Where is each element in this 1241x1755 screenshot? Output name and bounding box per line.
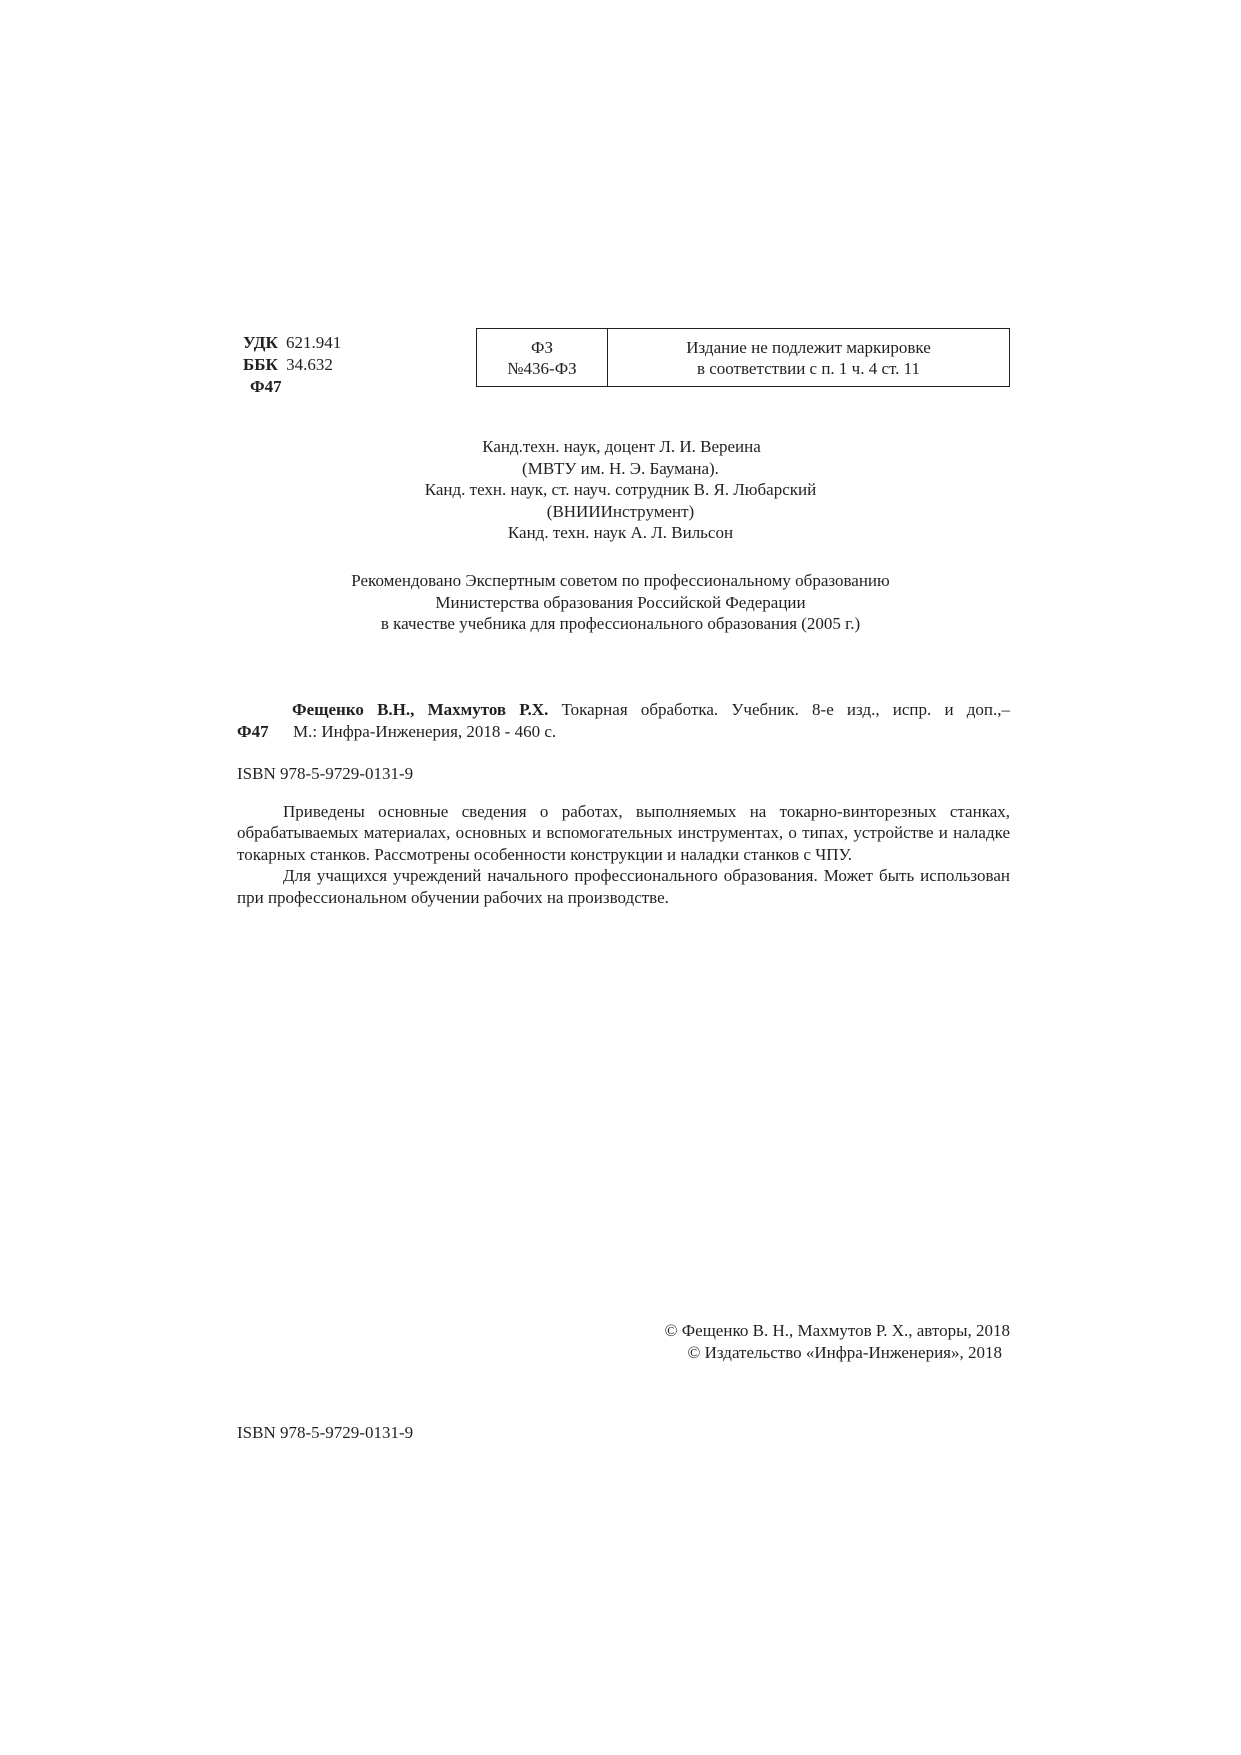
reviewer-line: Канд.техн. наук, доцент Л. И. Вереина [482,437,761,456]
reviewer-line: Канд. техн. наук А. Л. Вильсон [507,523,734,542]
author-code: Ф47 [250,377,282,396]
recommendation-line: в качестве учебника для профессионального образования (2005 г.) [380,614,861,633]
fz-note-cell [608,329,1009,386]
recommendation-block [0,570,1241,635]
classification-block [243,332,341,398]
copyright-authors: © Фещенко В. Н., Махмутов Р. Х., авторы, 2018 [664,1321,1010,1340]
udk-line [243,332,341,354]
reviewer-line: (ВНИИИнструмент) [546,501,695,521]
biblio-title-line [237,699,1010,721]
isbn-top: ISBN 978-5-9729-0131-9 [237,764,414,783]
fz-law-line2: №436-ФЗ [507,358,577,378]
bbk-value: 34.632 [286,355,333,374]
annotation-block [237,801,1010,908]
reviewer-line: (МВТУ им. Н. Э. Баумана). [522,458,719,478]
fz-law-line1: ФЗ [531,337,553,357]
copyright-publisher: © Издательство «Инфра-Инженерия», 2018 [687,1342,1002,1362]
biblio-publisher-row [237,721,1010,743]
author-code-line [243,376,341,398]
fz-note-line1: Издание не подлежит маркировке [686,337,931,357]
biblio-code: Ф47 [237,722,269,741]
bbk-line [243,354,341,376]
reviewer-line: Канд. техн. наук, ст. науч. сотрудник В. Я. Любарский [424,480,817,499]
biblio-publisher: М.: Инфра-Инженерия, 2018 - 460 с. [293,722,557,741]
bbk-label: ББК [243,355,278,374]
isbn-bottom: ISBN 978-5-9729-0131-9 [237,1423,414,1442]
udk-value: 621.941 [286,333,342,352]
fz-note-line2: в соответствии с п. 1 ч. 4 ст. 11 [696,358,921,378]
fz-law-cell [477,329,608,386]
biblio-title: Токарная обработка. Учебник. 8-е изд., испр. и доп.,– [548,700,1010,719]
udk-label: УДК [243,333,278,352]
fz-marking-box [476,328,1010,387]
bibliographic-entry [237,699,1010,743]
copyright-block [580,1320,1010,1363]
annotation-paragraph: Приведены основные сведения о работах, выполняемых на токарно-винторезных станках, обрабатываемых материалах, основных и вспомогательных инструментах, о типах, устройстве и наладке токарных станков. Рассмотрены особенности конструкции и наладки станков с ЧПУ. [237,802,1010,864]
recommendation-line: Рекомендовано Экспертным советом по профессиональному образованию [351,571,890,590]
biblio-authors: Фещенко В.Н., Махмутов Р.Х. [292,700,549,719]
reviewers-block [0,436,1241,544]
recommendation-line: Министерства образования Российской Федерации [435,592,806,612]
annotation-paragraph: Для учащихся учреждений начального профессионального образования. Может быть использован при профессиональном обучении рабочих на производстве. [237,866,1010,907]
